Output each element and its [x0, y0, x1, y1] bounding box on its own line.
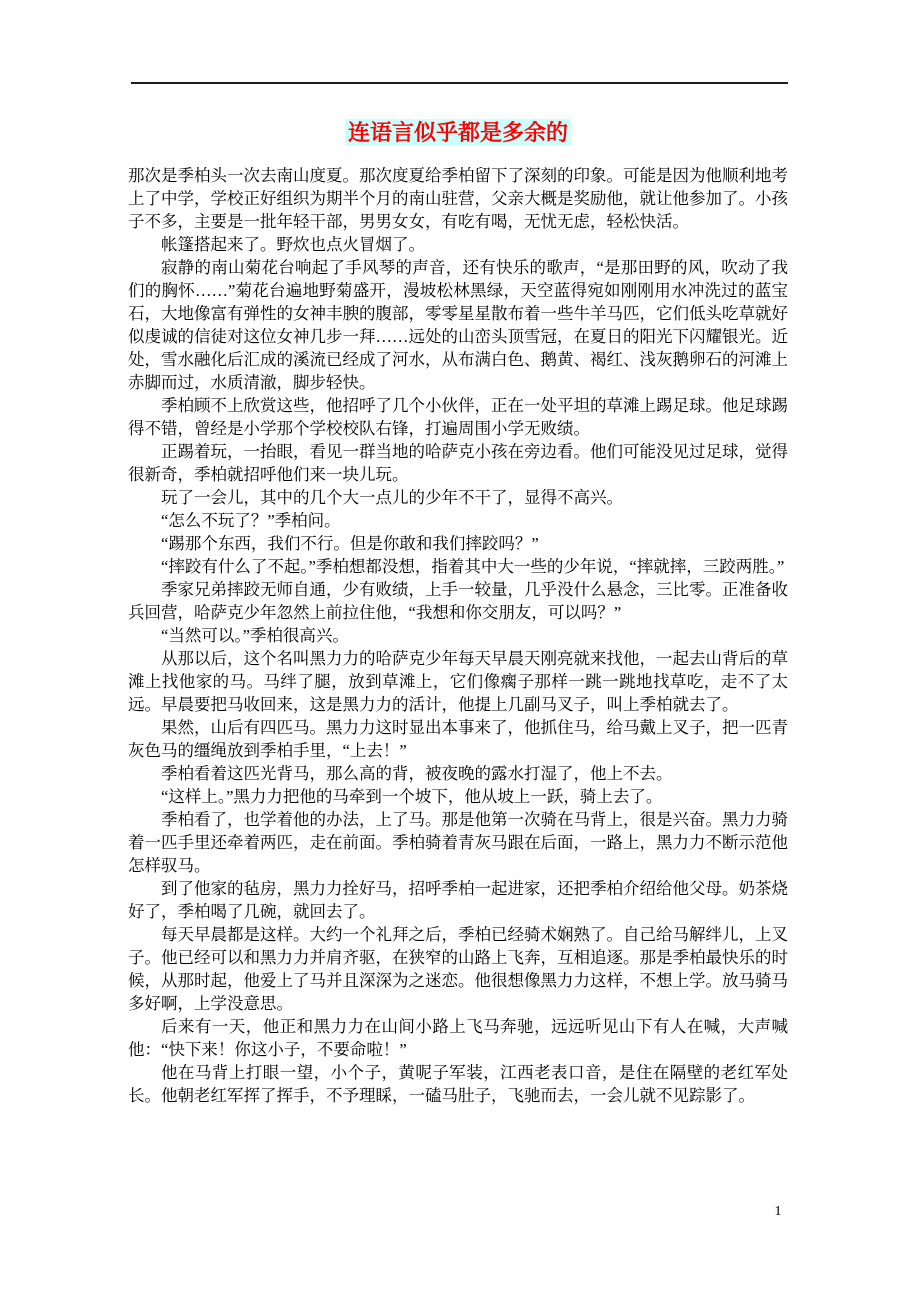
document-body — [128, 164, 788, 1107]
page-title — [128, 118, 788, 148]
paragraph: “摔跤有什么了不起。”季柏想都没想，指着其中大一些的少年说，“摔就摔，三跤两胜。” — [161, 557, 785, 576]
paragraph: 季柏顾不上欣赏这些，他招呼了几个小伙伴，正在一处平坦的草滩上踢足球。他足球踢得不错，曾经是小学那个学校校队右锋，打遍周围小学无败绩。 — [128, 396, 788, 438]
paragraph: 果然，山后有四匹马。黑力力这时显出本事来了，他抓住马，给马戴上叉子，把一匹青灰色马的缰绳放到季柏手里，“上去！” — [128, 718, 788, 760]
title-highlight-text: 连语言似乎都是多余的 — [345, 119, 571, 146]
paragraph: 后来有一天，他正和黑力力在山间小路上飞马奔驰，远远听见山下有人在喊，大声喊他：“快下来！你这小子，不要命啦！” — [128, 1017, 788, 1059]
paragraph: 季柏看着这匹光背马，那么高的背，被夜晚的露水打湿了，他上不去。 — [161, 764, 673, 783]
paragraph: 正踢着玩，一抬眼，看见一群当地的哈萨克小孩在旁边看。他们可能没见过足球，觉得很新奇，季柏就招呼他们来一块儿玩。 — [128, 442, 788, 484]
paragraph: 季柏看了，也学着他的办法，上了马。那是他第一次骑在马背上，很是兴奋。黑力力骑着一匹手里还牵着两匹，走在前面。季柏骑着青灰马跟在后面，一路上，黑力力不断示范他怎样驭马。 — [128, 810, 788, 875]
paragraph: 那次是季柏头一次去南山度夏。那次度夏给季柏留下了深刻的印象。可能是因为他顺利地考上了中学，学校正好组织为期半个月的南山驻营，父亲大概是奖励他，就让他参加了。小孩子不多，主要是一批年轻干部，男男女女，有吃有喝，无忧无虑，轻松快活。 — [128, 166, 788, 231]
paragraph: 每天早晨都是这样。大约一个礼拜之后，季柏已经骑术娴熟了。自己给马解绊儿，上叉子。他已经可以和黑力力并肩齐驱，在狭窄的山路上飞奔，互相追逐。那是季柏最快乐的时候，从那时起，他爱上了马并且深深为之迷恋。他很想像黑力力这样，不想上学。放马骑马多好啊，上学没意思。 — [128, 925, 788, 1013]
paragraph: 寂静的南山菊花台响起了手风琴的声音，还有快乐的歌声，“是那田野的风，吹动了我们的胸怀……”菊花台遍地野菊盛开，漫坡松林黑绿，天空蓝得宛如刚刚用水冲洗过的蓝宝石，大地像富有弹性的女神丰腴的腹部，零零星星散布着一些牛羊马匹，它们低头吃草就好似虔诚的信徒对这位女神几步一拜……远处的山峦头顶雪冠，在夏日的阳光下闪耀银光。近处，雪水融化后汇成的溪流已经成了河水，从布满白色、鹅黄、褐红、浅灰鹅卵石的河滩上赤脚而过，水质清澈，脚步轻快。 — [128, 258, 788, 392]
header-rule — [131, 82, 788, 84]
paragraph: 从那以后，这个名叫黑力力的哈萨克少年每天早晨天刚亮就来找他，一起去山背后的草滩上找他家的马。马绊了腿，放到草滩上，它们像瘸子那样一跳一跳地找草吃，走不了太远。早晨要把马收回来，这是黑力力的活计，他提上几副马叉子，叫上季柏就去了。 — [128, 649, 788, 714]
paragraph: 他在马背上打眼一望，小个子，黄呢子军装，江西老表口音，是住在隔壁的老红军处长。他朝老红军挥了挥手，不予理睬，一磕马肚子，飞驰而去，一会儿就不见踪影了。 — [128, 1063, 788, 1105]
page-number: 1 — [774, 1204, 782, 1219]
paragraph: 到了他家的毡房，黑力力拴好马，招呼季柏一起进家，还把季柏介绍给他父母。奶茶烧好了，季柏喝了几碗，就回去了。 — [128, 879, 788, 921]
paragraph: “这样上。”黑力力把他的马牵到一个坡下，他从坡上一跃，骑上去了。 — [161, 787, 663, 806]
paragraph: 帐篷搭起来了。野炊也点火冒烟了。 — [161, 235, 425, 254]
paragraph: “怎么不玩了？”季柏问。 — [161, 511, 341, 530]
paragraph: “当然可以。”季柏很高兴。 — [161, 626, 349, 645]
paragraph: 季家兄弟摔跤无师自通，少有败绩，上手一较量，几乎没什么悬念，三比零。正准备收兵回营，哈萨克少年忽然上前拉住他，“我想和你交朋友，可以吗？” — [128, 580, 788, 622]
paragraph: “踢那个东西，我们不行。但是你敢和我们摔跤吗？” — [161, 534, 539, 553]
paragraph: 玩了一会儿，其中的几个大一点儿的少年不干了，显得不高兴。 — [161, 488, 623, 507]
